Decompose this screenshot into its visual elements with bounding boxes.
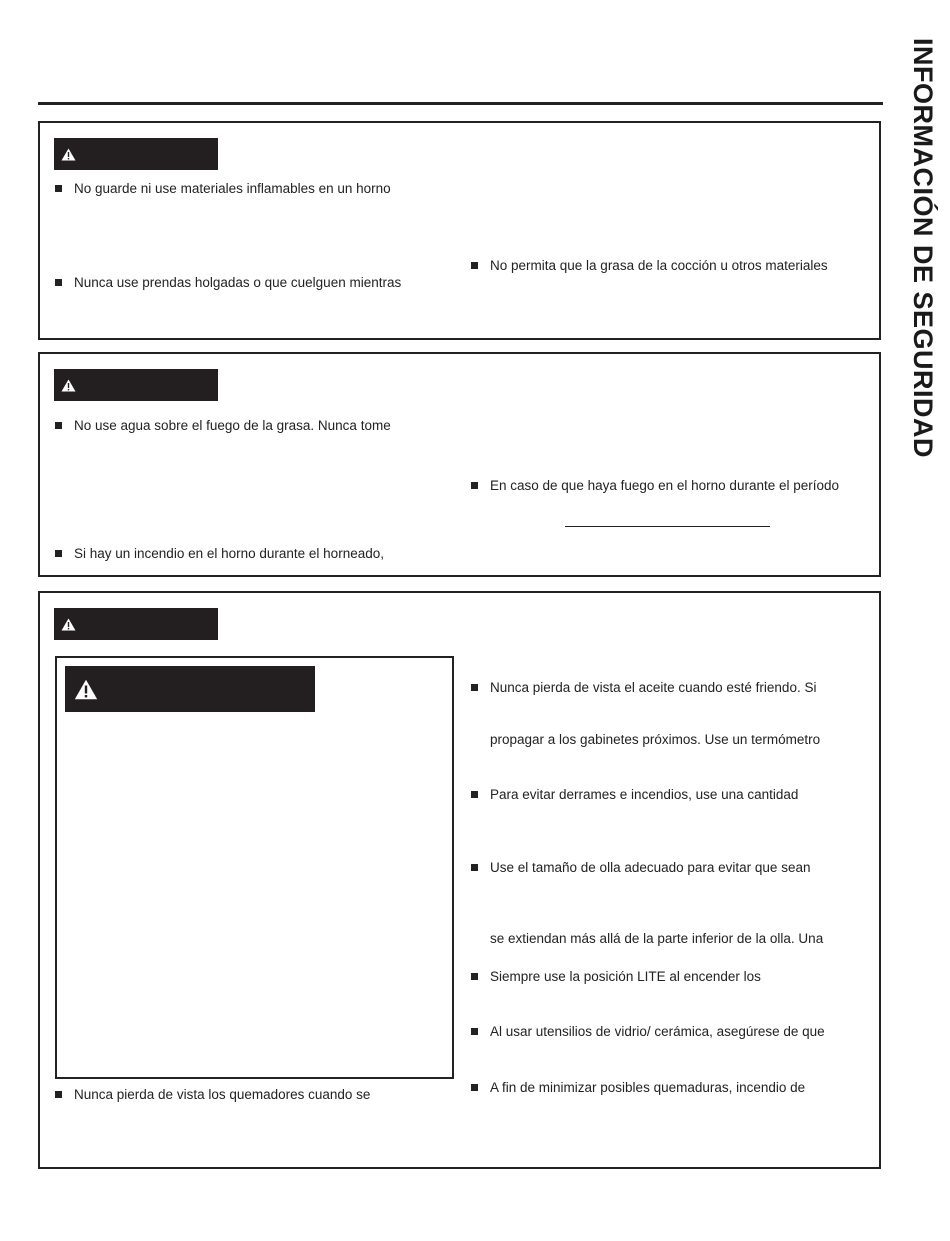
warning-section-1 [38,121,881,340]
inner-warning-box [55,656,454,1079]
warning-label [54,608,218,640]
bullet-icon [471,973,478,980]
list-item [471,478,839,493]
list-item [55,181,391,196]
list-item [471,680,816,695]
bullet-icon [55,279,62,286]
item-text: Use el tamaño de olla adecuado para evitar que sean [490,860,811,875]
list-item [471,860,810,875]
inner-warning-label [65,666,315,712]
warning-icon [74,679,98,700]
list-item [55,546,384,561]
warning-section-3 [38,591,881,1169]
bullet-icon [471,1084,478,1091]
bullet-icon [55,1091,62,1098]
bullet-icon [471,791,478,798]
list-item [471,258,828,273]
list-item [55,275,401,290]
list-item [471,787,798,802]
item-text: Al usar utensilios de vidrio/ cerámica, asegúrese de que [490,1024,825,1039]
bullet-icon [55,422,62,429]
item-text: Nunca pierda de vista los quemadores cuando se [74,1087,371,1102]
bullet-icon [471,864,478,871]
top-rule [38,102,883,105]
item-text: No guarde ni use materiales inflamables en un horno [74,181,391,196]
item-text: Nunca pierda de vista el aceite cuando esté friendo. Si [490,680,817,695]
blank-line [565,526,770,527]
list-item [471,1080,805,1095]
item-text: Si hay un incendio en el horno durante el horneado, [74,546,384,561]
item-text: No use agua sobre el fuego de la grasa. Nunca tome [74,418,391,433]
item-continuation: se extiendan más allá de la parte inferior de la olla. Una [490,931,824,946]
warning-label [54,138,218,170]
bullet-icon [471,482,478,489]
item-text: Nunca use prendas holgadas o que cuelguen mientras [74,275,402,290]
warning-label [54,369,218,401]
list-item [471,1024,825,1039]
list-item [55,1087,370,1102]
item-text: Siempre use la posición LITE al encender los [490,969,761,984]
item-text: No permita que la grasa de la cocción u otros materiales [490,258,828,273]
side-title: INFORMACIÓN DE SEGURIDAD [908,38,938,459]
list-item [471,969,761,984]
bullet-icon [471,1028,478,1035]
bullet-icon [55,550,62,557]
item-continuation: propagar a los gabinetes próximos. Use un termómetro [490,732,821,747]
item-text: A fin de minimizar posibles quemaduras, incendio de [490,1080,806,1095]
bullet-icon [471,684,478,691]
warning-icon [61,379,76,392]
list-item [55,418,391,433]
item-text: Para evitar derrames e incendios, use una cantidad [490,787,799,802]
warning-icon [61,148,76,161]
bullet-icon [471,262,478,269]
bullet-icon [55,185,62,192]
item-text: En caso de que haya fuego en el horno durante el período [490,478,840,493]
warning-icon [61,618,76,631]
warning-section-2 [38,352,881,577]
